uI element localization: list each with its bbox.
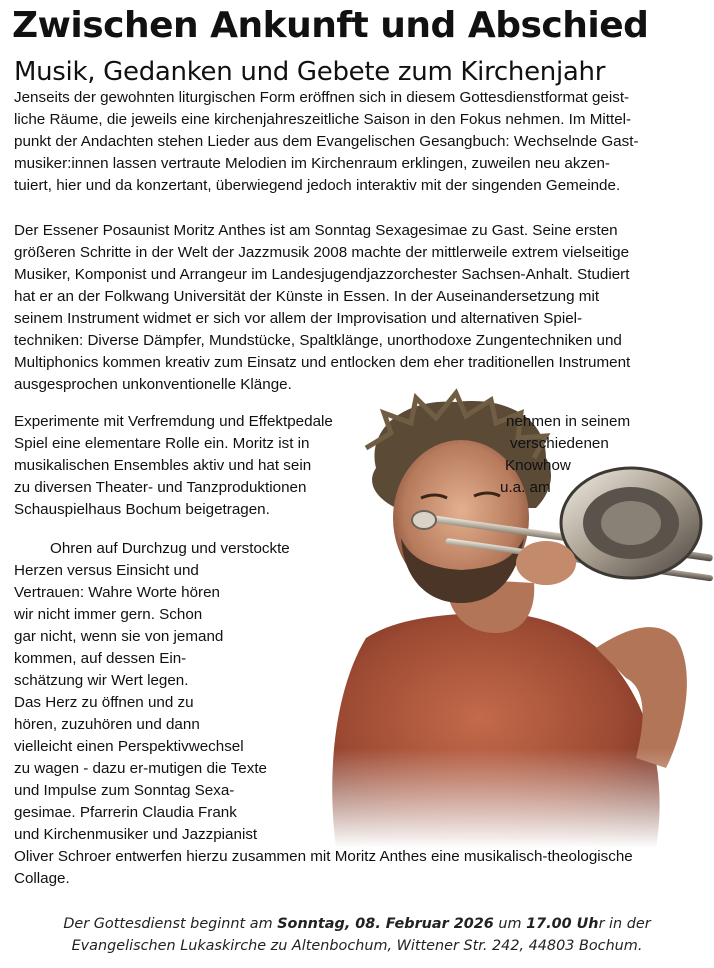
text-line: techniken: Diverse Dämpfer, Mundstücke, Spaltklänge, unorthodoxe Zungentechniken und: [14, 332, 622, 349]
text-line: nehmen in seinem: [506, 413, 631, 430]
text-line: Herzen versus Einsicht und: [14, 562, 199, 579]
text-line: Collage.: [14, 870, 70, 887]
text-line: gar nicht, wenn sie von jemand: [14, 628, 224, 645]
service-date: Sonntag, 08. Februar 2026: [277, 916, 494, 932]
paragraph-experiments-right: [500, 411, 630, 499]
paragraph-intro: [14, 87, 639, 197]
text-line: schätzung wir Wert legen.: [14, 672, 189, 689]
text-line: musikalischen Ensembles aktiv und hat sein: [14, 457, 312, 474]
text-line: Oliver Schroer entwerfen hierzu zusammen mit Moritz Anthes eine musikalisch-theologische: [14, 848, 633, 865]
page-title: Zwischen Ankunft und Abschied: [12, 5, 649, 46]
text-line: wir nicht immer gern. Schon: [14, 606, 203, 623]
text-line: Ohren auf Durchzug und verstockte: [50, 540, 290, 557]
text-line: Schauspielhaus Bochum beigetragen.: [14, 501, 270, 518]
text-line: Experimente mit Verfremdung und Effektpedale: [14, 413, 333, 430]
text-line: seinem Instrument widmet er sich vor allem der Improvisation und alternativen Spiel-: [14, 310, 583, 327]
text-line: tuiert, hier und da konzertant, überwiegend jedoch interaktiv mit der singenden Gemeinde.: [14, 177, 621, 194]
footer-date-line: [0, 913, 714, 935]
text-line: Vertrauen: Wahre Worte hören: [14, 584, 220, 601]
text-line: liche Räume, die jeweils eine kirchenjahreszeitliche Saison in den Fokus nehmen. Im Mittel-: [14, 111, 632, 128]
text-line: hören, zuzuhören und dann: [14, 716, 200, 733]
text-line: verschiedenen: [510, 435, 609, 452]
text-line: ausgesprochen unkonventionelle Klänge.: [14, 376, 292, 393]
page-subtitle: Musik, Gedanken und Gebete zum Kirchenjahr: [14, 57, 606, 87]
footer-text: Der Gottesdienst beginnt am: [63, 916, 278, 932]
text-line: Musiker, Komponist und Arrangeur im Landesjugendjazzorchester Sachsen-Anhalt. Studiert: [14, 266, 630, 283]
text-line: zu wagen - dazu er-mutigen die Texte: [14, 760, 267, 777]
text-line: Das Herz zu öffnen und zu: [14, 694, 194, 711]
paragraph-experiments-left: [14, 411, 333, 521]
text-line: und Kirchenmusiker und Jazzpianist: [14, 826, 258, 843]
text-line: hat er an der Folkwang Universität der Künste in Essen. In der Auseinandersetzung mit: [14, 288, 600, 305]
text-line: Spiel eine elementare Rolle ein. Moritz ist in: [14, 435, 310, 452]
text-line: punkt der Andachten stehen Lieder aus dem Evangelischen Gesangbuch: Wechselnde Gast-: [14, 133, 639, 150]
text-line: Der Essener Posaunist Moritz Anthes ist am Sonntag Sexagesimae zu Gast. Seine ersten: [14, 222, 618, 239]
text-line: und Impulse zum Sonntag Sexa-: [14, 782, 235, 799]
text-line: größeren Schritte in der Welt der Jazzmusik 2008 machte der mittlerweile extrem vielseitige: [14, 244, 630, 261]
text-line: Knowhow: [505, 457, 571, 474]
text-line: Multiphonics kommen kreativ zum Einsatz und entlocken dem eher traditionellen Instrument: [14, 354, 631, 371]
text-line: kommen, auf dessen Ein-: [14, 650, 187, 667]
footer-text: um: [493, 916, 527, 932]
text-line: vielleicht einen Perspektivwechsel: [14, 738, 244, 755]
footer-text: r in der: [598, 916, 651, 932]
text-line: musiker:innen lassen vertraute Melodien im Kirchenraum erklingen, zuweilen neu akzen-: [14, 155, 610, 172]
text-line: Jenseits der gewohnten liturgischen Form eröffnen sich in diesem Gottesdienstformat geist-: [14, 89, 630, 106]
text-line: gesimae. Pfarrerin Claudia Frank: [14, 804, 237, 821]
paragraph-musician-bio: [14, 220, 630, 396]
service-time: 17.00 Uh: [526, 916, 599, 932]
paragraph-theme: [14, 538, 290, 846]
text-line: u.a. am: [500, 479, 551, 496]
paragraph-collage: [14, 846, 633, 890]
footer-location-line: Evangelischen Lukaskirche zu Altenbochum, Wittener Str. 242, 44803 Bochum.: [71, 938, 643, 954]
text-line: zu diversen Theater- und Tanzproduktionen: [14, 479, 307, 496]
